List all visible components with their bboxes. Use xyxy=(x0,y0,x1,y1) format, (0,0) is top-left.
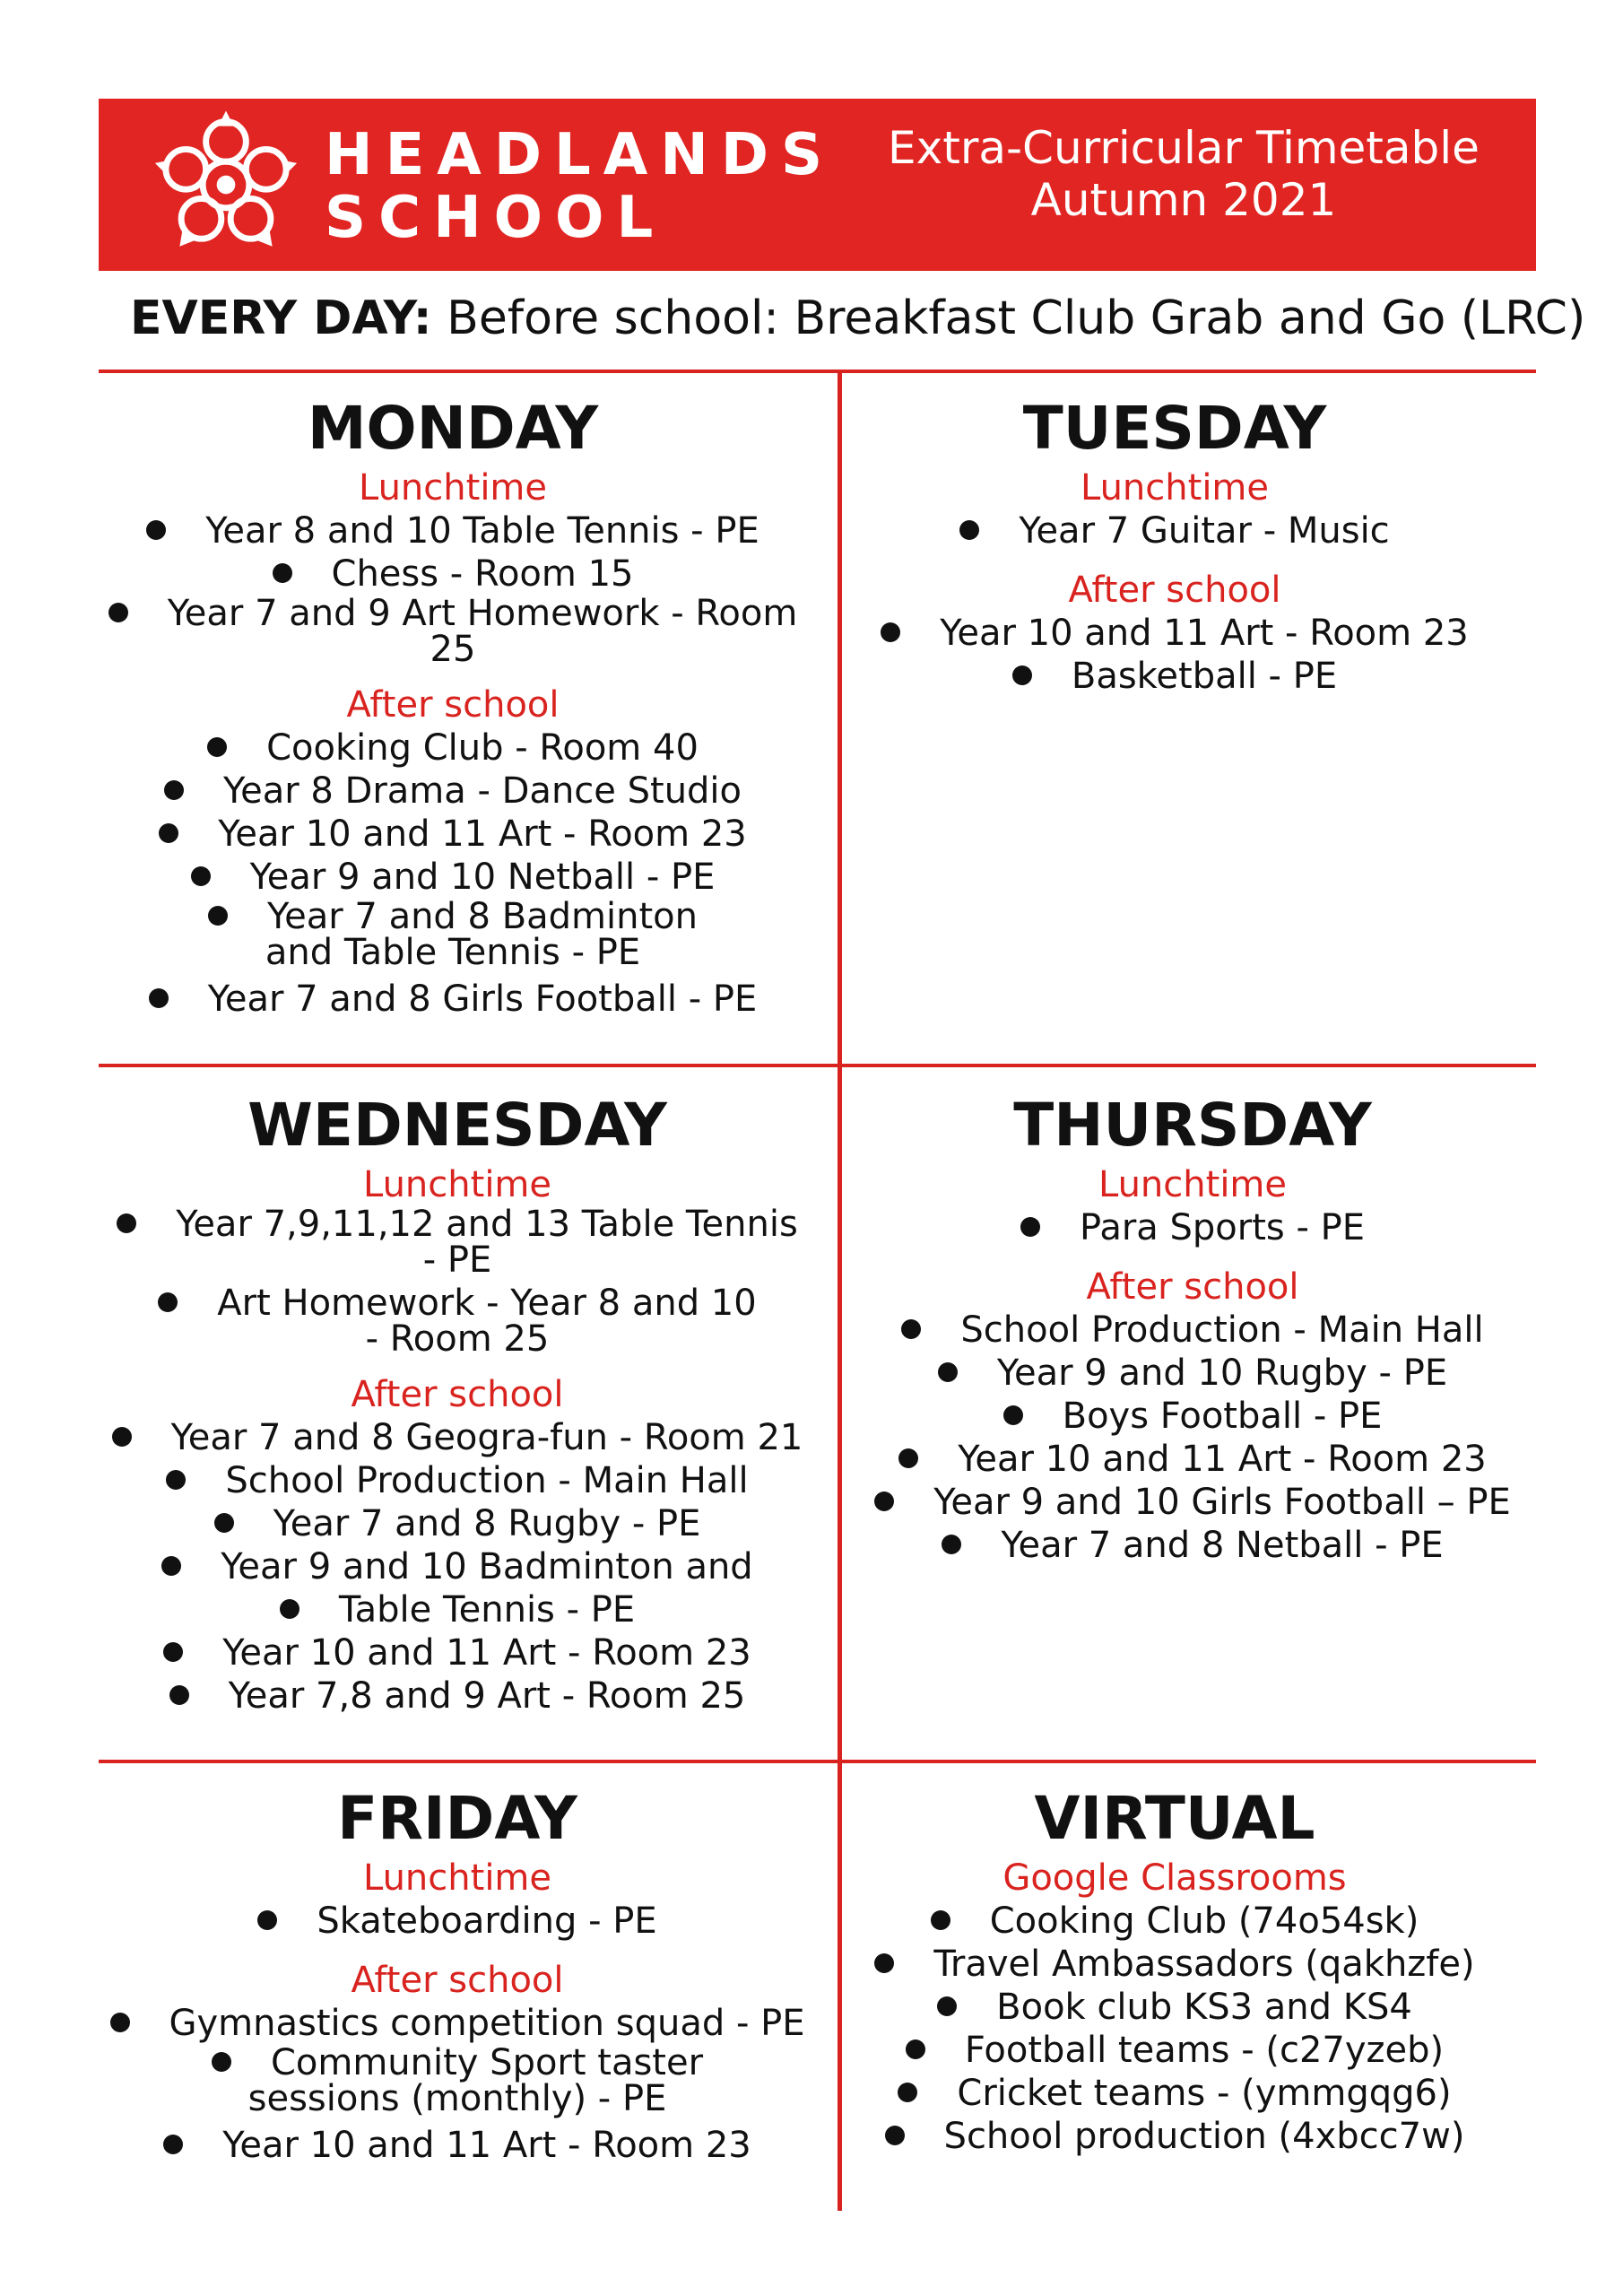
bullet-icon xyxy=(942,1535,961,1554)
list-item: Year 7 and 8 Geogra-fun - Room 21 xyxy=(108,1416,807,1459)
list-item: Basketball - PE xyxy=(861,655,1488,698)
friday-lunch-label: Lunchtime xyxy=(363,1857,551,1899)
tudor-rose-logo-icon xyxy=(149,108,303,262)
list-item: Year 9 and 10 Girls Football – PE xyxy=(861,1481,1524,1524)
friday-lunch-list xyxy=(108,1900,807,1943)
list-item: Year 7,8 and 9 Art - Room 25 xyxy=(108,1674,807,1718)
list-item: Year 7 and 9 Art Homework - Room 25 xyxy=(108,596,798,667)
thursday-lunch-label: Lunchtime xyxy=(1098,1164,1287,1205)
bullet-icon xyxy=(112,1427,132,1447)
list-item: Year 7 and 8 Badminton and Table Tennis - PE xyxy=(108,899,798,970)
monday-lunch-list xyxy=(108,509,798,670)
list-item: Boys Football - PE xyxy=(861,1395,1524,1438)
list-item: Cricket teams - (ymmgqg6) xyxy=(861,2072,1488,2115)
list-item: Year 9 and 10 Rugby - PE xyxy=(861,1352,1524,1395)
bullet-icon xyxy=(166,1470,186,1490)
title-line2: Autumn 2021 xyxy=(1030,174,1337,226)
thursday-section xyxy=(861,1090,1524,1567)
monday-section xyxy=(108,393,798,1021)
list-item: Year 9 and 10 Netball - PE xyxy=(108,856,798,899)
tuesday-section xyxy=(861,393,1488,698)
list-item: Year 10 and 11 Art - Room 23 xyxy=(861,612,1488,655)
bullet-icon xyxy=(881,622,900,642)
bullet-icon xyxy=(207,737,227,757)
list-item: Football teams - (c27yzeb) xyxy=(861,2029,1488,2072)
day-title-friday: FRIDAY xyxy=(337,1784,577,1853)
tuesday-after-list xyxy=(861,612,1488,698)
bullet-icon xyxy=(110,2013,130,2032)
divider-top xyxy=(99,370,1536,373)
list-item: Year 10 and 11 Art - Room 23 xyxy=(861,1438,1524,1481)
list-item: Year 8 and 10 Table Tennis - PE xyxy=(108,509,798,552)
bullet-icon xyxy=(901,1319,921,1339)
monday-lunch-label: Lunchtime xyxy=(359,467,547,509)
bullet-icon xyxy=(146,520,166,540)
bullet-icon xyxy=(1012,665,1032,685)
wednesday-lunch-label: Lunchtime xyxy=(363,1164,551,1205)
bullet-icon xyxy=(159,823,178,843)
bullet-icon xyxy=(1003,1405,1023,1425)
list-item: Cooking Club (74o54sk) xyxy=(861,1900,1488,1943)
thursday-lunch-list xyxy=(861,1206,1524,1249)
list-item: Year 7 and 8 Girls Football - PE xyxy=(108,978,798,1021)
list-item: Table Tennis - PE xyxy=(108,1588,807,1631)
wednesday-after-list xyxy=(108,1416,807,1718)
every-day-label: EVERY DAY: xyxy=(130,291,432,345)
list-item: Gymnastics competition squad - PE xyxy=(108,2002,807,2045)
bullet-icon xyxy=(898,2083,917,2102)
school-name-line2: SCHOOL xyxy=(325,185,666,251)
list-item: Year 10 and 11 Art - Room 23 xyxy=(108,813,798,856)
day-title-wednesday: WEDNESDAY xyxy=(247,1091,667,1160)
list-item: Year 9 and 10 Badminton and xyxy=(108,1545,807,1588)
day-title-monday: MONDAY xyxy=(307,394,599,463)
bullet-icon xyxy=(108,603,128,622)
header-banner xyxy=(99,99,1536,271)
wednesday-after-label: After school xyxy=(351,1374,564,1415)
list-item: Year 7 and 8 Rugby - PE xyxy=(108,1502,807,1545)
day-title-tuesday: TUESDAY xyxy=(1022,394,1327,463)
bullet-icon xyxy=(164,780,184,800)
bullet-icon xyxy=(959,520,979,540)
list-item: Year 8 Drama - Dance Studio xyxy=(108,770,798,813)
bullet-icon xyxy=(280,1599,299,1619)
tuesday-lunch-label: Lunchtime xyxy=(1081,467,1269,509)
title-line1: Extra-Curricular Timetable xyxy=(888,122,1480,174)
wednesday-lunch-list xyxy=(108,1204,807,1360)
bullet-icon xyxy=(161,1556,181,1576)
bullet-icon xyxy=(898,1448,918,1468)
bullet-icon xyxy=(163,1642,183,1662)
timetable-title xyxy=(879,122,1488,226)
list-item: Art Homework - Year 8 and 10 - Room 25 xyxy=(108,1285,807,1357)
list-item: Year 10 and 11 Art - Room 23 xyxy=(108,2124,807,2167)
list-item: Para Sports - PE xyxy=(861,1206,1524,1249)
bullet-icon xyxy=(938,1362,958,1382)
list-item: Skateboarding - PE xyxy=(108,1900,807,1943)
bullet-icon xyxy=(212,2052,231,2072)
every-day-notice xyxy=(130,291,1585,345)
monday-after-list xyxy=(108,726,798,1021)
list-item: Year 7 Guitar - Music xyxy=(861,509,1488,552)
thursday-after-list xyxy=(861,1309,1524,1567)
friday-after-label: After school xyxy=(351,1960,564,2001)
wednesday-section xyxy=(108,1090,807,1718)
list-item: Year 7 and 8 Netball - PE xyxy=(861,1524,1524,1567)
every-day-text: Before school: Breakfast Club Grab and Go (LRC) xyxy=(431,291,1586,345)
bullet-icon xyxy=(1020,1217,1040,1237)
bullet-icon xyxy=(257,1910,277,1930)
bullet-icon xyxy=(149,988,169,1008)
list-item: School Production - Main Hall xyxy=(108,1459,807,1502)
monday-after-label: After school xyxy=(346,684,560,726)
school-name-logo xyxy=(325,124,835,249)
list-item: Year 10 and 11 Art - Room 23 xyxy=(108,1631,807,1674)
bullet-icon xyxy=(169,1685,189,1705)
bullet-icon xyxy=(163,2135,183,2154)
bullet-icon xyxy=(885,2126,905,2145)
virtual-list xyxy=(861,1900,1488,2158)
list-item: Book club KS3 and KS4 xyxy=(861,1986,1488,2029)
thursday-after-label: After school xyxy=(1086,1266,1299,1308)
bullet-icon xyxy=(874,1953,894,1973)
list-item: Chess - Room 15 xyxy=(108,552,798,596)
school-name-line1: HEADLANDS xyxy=(325,122,836,188)
divider-middle-2 xyxy=(99,1760,1536,1763)
day-title-virtual: VIRTUAL xyxy=(1034,1784,1315,1853)
bullet-icon xyxy=(208,906,228,926)
divider-vertical xyxy=(838,372,842,2211)
list-item: School production (4xbcc7w) xyxy=(861,2115,1488,2158)
list-item: School Production - Main Hall xyxy=(861,1309,1524,1352)
tuesday-after-label: After school xyxy=(1068,570,1281,611)
bullet-icon xyxy=(937,1996,957,2016)
bullet-icon xyxy=(931,1910,950,1930)
list-item: Cooking Club - Room 40 xyxy=(108,726,798,770)
bullet-icon xyxy=(117,1213,136,1233)
bullet-icon xyxy=(214,1513,234,1533)
bullet-icon xyxy=(158,1292,178,1312)
tuesday-lunch-list xyxy=(861,509,1488,552)
list-item: Community Sport taster sessions (monthly) - PE xyxy=(108,2045,807,2117)
friday-section xyxy=(108,1783,807,2167)
list-item: Travel Ambassadors (qakhzfe) xyxy=(861,1943,1488,1986)
virtual-section xyxy=(861,1783,1488,2158)
list-item: Year 7,9,11,12 and 13 Table Tennis - PE xyxy=(108,1206,807,1278)
friday-after-list xyxy=(108,2002,807,2167)
day-title-thursday: THURSDAY xyxy=(1013,1091,1372,1160)
bullet-icon xyxy=(874,1492,894,1511)
bullet-icon xyxy=(191,866,211,886)
virtual-section-label: Google Classrooms xyxy=(1002,1857,1347,1899)
divider-middle-1 xyxy=(99,1064,1536,1067)
bullet-icon xyxy=(273,563,292,583)
bullet-icon xyxy=(906,2039,925,2059)
